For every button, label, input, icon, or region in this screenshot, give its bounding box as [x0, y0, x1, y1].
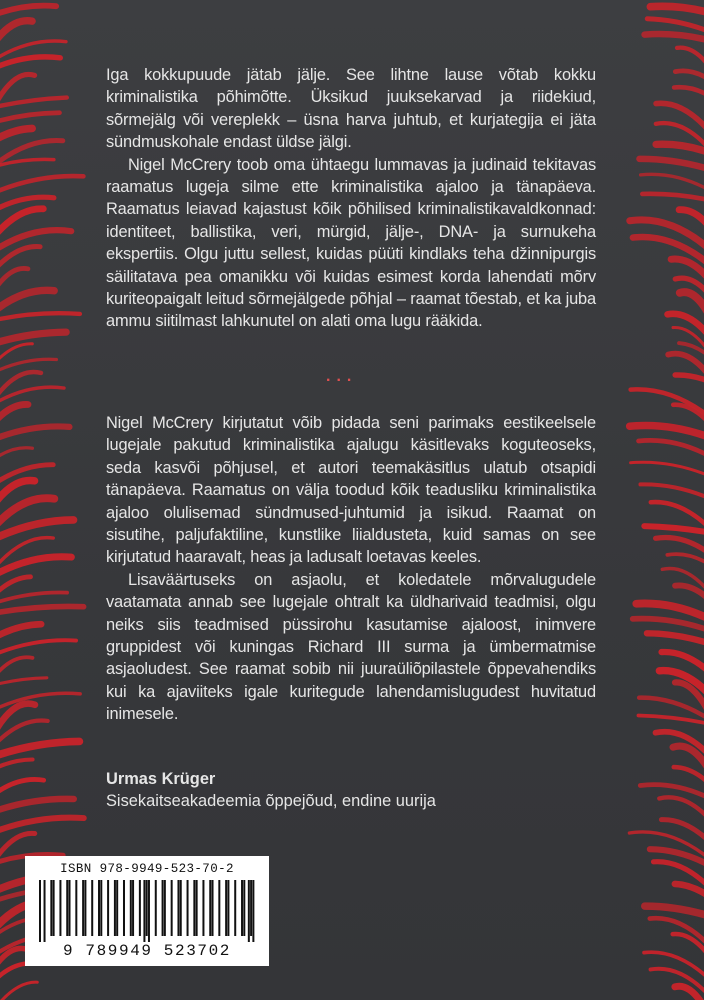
barcode-bar: [123, 880, 125, 936]
barcode-bar: [59, 880, 61, 936]
barcode-bar: [132, 880, 134, 936]
barcode-bar: [39, 880, 41, 942]
fingerprint-ridge: [629, 832, 704, 858]
fingerprint-ridge: [0, 290, 54, 309]
fingerprint-ridge: [0, 624, 41, 636]
barcode-bar: [250, 880, 252, 936]
barcode-bar: [98, 880, 100, 936]
barcode-bar: [196, 880, 198, 936]
fingerprint-ridge: [0, 404, 28, 420]
fingerprint-ridge: [645, 34, 704, 40]
fingerprint-ridge: [0, 721, 48, 744]
fingerprint-ridge: [0, 818, 84, 831]
isbn-label: ISBN 978-9949-523-70-2: [60, 862, 234, 876]
fingerprint-ridge: [0, 332, 66, 343]
review-paragraph-2: Lisaväärtuseks on asjaolu, et koledatele mõrvalugudele vaatamata annab see lugejale ohtralt ka üldharivaid teadmisi, olgu neiks siis teadmised püssirohu kasutamise ajaloost, inimvere gruppidest või kuningas Richard III surma ja ümbermatmise asjaoludest. See raamat sobib nii juuraüliõpilastele õppevahendiks kui ka ajaviiteks igale kuritegude lahendamislugudest huvitatud inimesele.: [106, 570, 596, 724]
fingerprint-ridge: [675, 884, 704, 896]
fingerprint-ridge: [0, 678, 47, 685]
barcode-bar: [164, 880, 166, 936]
fingerprint-ridge: [0, 247, 40, 268]
fingerprint-ridge: [0, 344, 32, 362]
fingerprint-ridge: [0, 21, 32, 40]
fingerprint-ridge: [650, 6, 704, 12]
fingerprint-ridge: [680, 292, 704, 312]
barcode-bar: [139, 880, 141, 936]
fingerprint-ridge: [0, 159, 54, 166]
fingerprint-ridge: [0, 128, 32, 139]
fingerprint-ridge: [0, 57, 60, 67]
barcode-bar: [187, 880, 189, 936]
fingerprint-ridge: [651, 502, 704, 526]
barcode-bar: [66, 880, 68, 936]
barcode-bar: [130, 880, 132, 936]
barcode-box: [25, 856, 269, 966]
barcode-bar: [227, 880, 229, 936]
barcode-bar: [84, 880, 86, 936]
fingerprint-ridge: [0, 113, 60, 122]
fingerprint-ridge: [0, 982, 37, 1000]
fingerprint-ridge: [651, 969, 704, 995]
fingerprint-ridge: [638, 716, 704, 724]
fingerprint-ridge: [0, 657, 32, 674]
barcode-bar: [248, 880, 250, 942]
fingerprint-ridge: [656, 538, 704, 553]
fingerprint-ridge: [642, 194, 704, 200]
fingerprint-ridge: [630, 425, 704, 436]
barcode-bar: [116, 880, 118, 936]
fingerprint-ridge: [639, 159, 704, 169]
barcode-bar: [155, 880, 157, 936]
barcode-bar: [252, 880, 254, 942]
barcode-bar: [225, 880, 227, 936]
barcode-bar: [218, 880, 220, 936]
fingerprint-ridges-left: [0, 0, 90, 1000]
fingerprint-ridge: [0, 98, 67, 107]
barcode-bar: [50, 880, 52, 936]
barcode-bar: [69, 880, 71, 936]
barcode-bar: [114, 880, 116, 936]
fingerprint-ridge: [0, 520, 74, 538]
review-block: [106, 412, 596, 726]
fingerprint-ridge: [0, 606, 84, 612]
fingerprint-ridge: [0, 268, 28, 287]
fingerprint-ridge: [659, 797, 704, 817]
fingerprint-ridge: [0, 577, 31, 593]
fingerprint-ridge: [0, 760, 33, 768]
fingerprint-ridge: [0, 592, 67, 602]
ean-digits: 9 789949 523702: [62, 942, 232, 960]
fingerprint-ridge: [645, 906, 704, 916]
fingerprint-ridge: [679, 210, 704, 225]
barcode-bar: [146, 880, 148, 936]
fingerprint-ridge: [641, 174, 704, 189]
fingerprint-ridge: [0, 799, 74, 811]
barcode-bar: [209, 880, 211, 936]
fingerprint-ridge: [647, 633, 704, 643]
barcode-bar: [171, 880, 173, 936]
fingerprint-ridge: [631, 462, 704, 475]
barcode-bar: [243, 880, 245, 936]
barcode-bar: [100, 880, 102, 936]
fingerprint-ridge: [644, 526, 704, 532]
fingerprint-ridge: [674, 767, 704, 782]
blurb-paragraph-2: Nigel McCrery toob oma ühtaegu lummavas ja judinaid tekitavas raamatus lugeja silme ette kriminalistika ajaloo ja tänapäeva. Raamatus leiavad kajastust kõik põhilised kriminalistikavaldkonnad: identiteet, ballistika, veri, mürgid, jälje-, DNA- ja surnukeha ekspertiis. Olgu juttu sellest, kuidas püüti kindlaks teha džinnipurgis säilitatava pea omanikku või kuidas esimest korda lahendati mõrv kuriteopaigalt leitud sõrmejälgede põhjal – raamat tõestab, et ka juba ammu siitilmast lahkunutel on alati oma lugu rääkida.: [106, 155, 596, 331]
fingerprint-ridge: [0, 313, 80, 320]
fingerprint-ridge: [0, 359, 56, 371]
barcode-bar: [177, 880, 179, 936]
fingerprint-ridge: [0, 426, 69, 438]
blurb-paragraph-1: Iga kokkupuude jätab jälje. See lihtne lause võtab kokku kriminalistika põhimõtte. Üksikud juuksekarvad ja riidekiud, sõrmejälg või vereplekk – üsna harva juhtub, et kurjategija ei jäta sündmuskohale endast üldse jälgi.: [106, 66, 596, 152]
fingerprint-ridge: [0, 387, 64, 403]
fingerprint-ridge: [675, 71, 704, 79]
barcode-bar: [148, 880, 150, 942]
fingerprint-ridge: [0, 448, 32, 458]
fingerprint-ridge: [0, 779, 44, 792]
barcode-bar: [107, 880, 109, 936]
barcode-bar: [212, 880, 214, 936]
review-author: [106, 768, 436, 812]
fingerprint-ridge: [0, 741, 79, 755]
fingerprint-ridge: [0, 640, 76, 654]
fingerprint-ridge: [668, 354, 704, 374]
barcode-bars: [39, 880, 255, 942]
fingerprint-ridge: [675, 585, 704, 598]
fingerprint-ridge: [647, 19, 704, 31]
section-separator: ...: [326, 368, 358, 385]
blurb-block-1: [106, 64, 596, 333]
barcode-bar: [143, 880, 145, 942]
barcode-bar: [75, 880, 77, 936]
review-paragraph-1: Nigel McCrery kirjutatut võib pidada seni parimaks eestikeelsele lugejale pakutud kriminalistika ajalugu käsitlevaks koguteoseks, seda kasvõi põhjusel, et autori teemakäsitlus ulatub otsapidi tänapäeva. Raamatus on välja toodud kõik teadusliku kriminalistika ajaloo olulisemad sündmused-juhtumid ja isikud. Raamat on sisutihe, paljufaktiline, kunstlike liialdusteta, kuid samas on see kirjutatud haaravalt, heas ja ladusalt loetavas keeles.: [106, 414, 596, 567]
fingerprint-ridge: [644, 952, 704, 978]
fingerprint-ridge: [675, 375, 704, 381]
fingerprint-ridge: [639, 440, 704, 455]
fingerprint-ridge: [0, 557, 71, 574]
barcode-bar: [202, 880, 204, 936]
fingerprint-ridge: [674, 87, 704, 95]
author-role: Sisekaitseakadeemia õppejõud, endine uurija: [106, 792, 436, 810]
barcode-bar: [234, 880, 236, 936]
barcode-bar: [82, 880, 84, 936]
fingerprint-ridge: [656, 144, 704, 152]
fingerprint-ridges-right: [624, 0, 704, 1000]
author-name: Urmas Krüger: [106, 770, 216, 788]
fingerprint-ridge: [667, 554, 704, 563]
barcode-bar: [180, 880, 182, 936]
fingerprint-ridge: [671, 259, 704, 278]
barcode-bar: [53, 880, 55, 936]
fingerprint-ridge: [0, 6, 56, 14]
fingerprint-ridge: [677, 48, 704, 65]
fingerprint-ridge: [0, 176, 83, 192]
barcode-bar: [162, 880, 164, 936]
barcode-bar: [241, 880, 243, 936]
fingerprint-ridge: [640, 484, 704, 497]
barcode-bar: [193, 880, 195, 936]
barcode-bar: [44, 880, 46, 942]
fingerprint-ridge: [633, 619, 704, 630]
barcode-bar: [91, 880, 93, 936]
